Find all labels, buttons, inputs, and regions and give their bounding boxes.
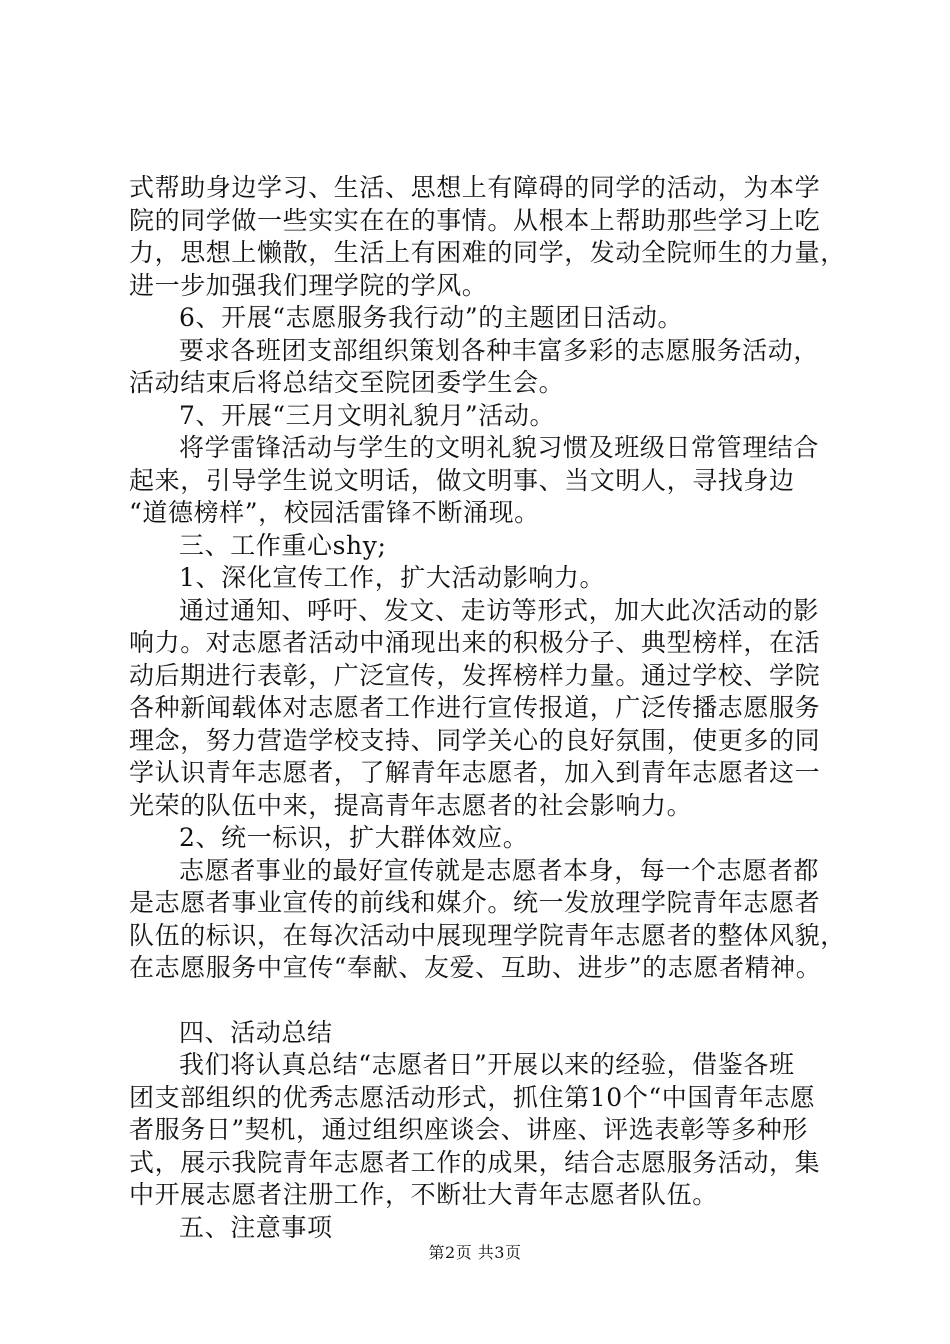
body-line: 队伍的标识，在每次活动中展现理学院青年志愿者的整体风貌， [129,920,846,950]
body-line: 活动结束后将总结交至院团委学生会。 [129,368,565,397]
body-line: 式帮助身边学习、生活、思想上有障碍的同学的活动，为本学 [129,173,821,202]
body-line: 团支部组织的优秀志愿活动形式，抓住第10个“中国青年志愿 [129,1082,816,1112]
section-heading: 1、深化宣传工作，扩大活动影响力。 [179,563,606,592]
paragraph-gap [129,985,829,1017]
section-heading: 四、活动总结 [179,1017,333,1047]
body-line: 进一步加强我们理学院的学风。 [129,270,488,300]
body-line: 光荣的队伍中来，提高青年志愿者的社会影响力。 [129,790,693,820]
body-line: 在志愿服务中宣传“奉献、友爱、互助、进步”的志愿者精神。 [129,953,822,982]
body-line: 动后期进行表彰，广泛宣传，发挥榜样力量。通过学校、学院 [129,660,821,690]
body-line: 院的同学做一些实实在在的事情。从根本上帮助那些学习上吃 [129,205,821,235]
body-line: 通过通知、呼吁、发文、走访等形式，加大此次活动的影 [179,595,820,625]
body-line: 者服务日”契机，通过组织座谈会、讲座、评选表彰等多种形 [129,1115,808,1144]
body-line: 中开展志愿者注册工作，不断壮大青年志愿者队伍。 [129,1180,718,1209]
body-line: 志愿者事业的最好宣传就是志愿者本身，每一个志愿者都 [179,855,820,885]
section-heading: 2、统一标识，扩大群体效应。 [179,823,529,852]
body-line: 我们将认真总结“志愿者日”开展以来的经验，借鉴各班 [179,1050,795,1079]
body-line: 式，展示我院青年志愿者工作的成果，结合志愿服务活动，集 [129,1147,821,1177]
body-line: 响力。对志愿者活动中涌现出来的积极分子、典型榜样，在活 [129,628,821,657]
body-line: 是志愿者事业宣传的前线和媒介。统一发放理学院青年志愿者 [129,888,821,917]
body-line: “道德榜样”，校园活雷锋不断涌现。 [129,498,540,527]
body-line: 理念，努力营造学校支持、同学关心的良好氛围，使更多的同 [129,725,821,755]
page-footer: 第2页 共3页 [428,1243,522,1262]
body-line: 力，思想上懒散，生活上有困难的同学，发动全院师生的力量， [129,238,846,267]
section-heading: 7、开展“三月文明礼貌月”活动。 [179,400,556,430]
section-heading: 三、工作重心shy; [179,530,387,560]
document-body [129,172,846,1244]
body-line: 起来，引导学生说文明话，做文明事、当文明人，寻找身边 [129,465,795,495]
body-line: 学认识青年志愿者，了解青年志愿者，加入到青年志愿者这一 [129,758,821,787]
section-heading: 6、开展“志愿服务我行动”的主题团日活动。 [179,303,684,332]
body-line: 要求各班团支部组织策划各种丰富多彩的志愿服务活动， [179,335,820,365]
body-line: 各种新闻载体对志愿者工作进行宣传报道，广泛传播志愿服务 [129,693,821,722]
section-heading: 五、注意事项 [179,1212,333,1242]
body-line: 将学雷锋活动与学生的文明礼貌习惯及班级日常管理结合 [179,433,820,462]
